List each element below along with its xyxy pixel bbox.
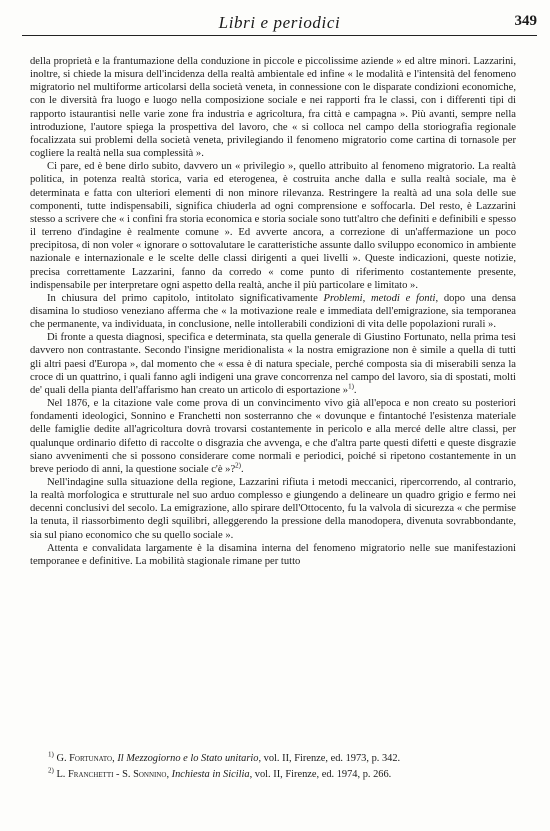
paragraph-2: Ci pare, ed è bene dirlo subito, davvero un « privilegio », quello attribuito al fenomeno migratorio. La realtà politica, in potenza realtà storica, varia ed eterogenea, è costruita anche dalla e sulla realtà sociale, ma è determinata e fatta con ulteriori elementi di non minore rilevanza. Restringere la realtà ad una sola delle sue componenti, tutte indispensabili, significa chiuderla ad ogni comprensione e soffocarla. Del resto, è Lazzarini stesso a scrivere che « i confini fra storia economica e storia sociale sono tutt'altro che definiti e definibili e spesso il terreno d'indagine è realmente comune ». Ed avverte ancora, a correzione di un'affermazione un poco precipitosa, di non voler « ignorare o sottovalutare le caratteristiche assunte dallo sviluppo economico in ambiente nazionale e internazionale e le scelte delle classi dirigenti a quei livelli ». Queste indicazioni, queste notizie, precisa correttamente Lazzarini, fanno da corredo « come punto di riferimento costantemente presente, indispensabile per interpretare ogni aspetto della realtà, anche il più particolare e limitato ». — [30, 161, 516, 291]
running-header — [22, 11, 537, 37]
footnote-2-author: L. Franchetti - S. Sonnino — [56, 769, 167, 780]
footnote-1-title: Il Mezzogiorno e lo Stato unitario — [117, 753, 259, 764]
footnote-ref-1: 1) — [348, 382, 354, 391]
chapter-title-italic: Problemi, metodi e fonti — [323, 292, 436, 304]
body-text — [30, 55, 516, 568]
paragraph-1: della proprietà e la frantumazione della conduzione in piccole e piccolissime aziende » ed altre minori. Lazzarini, inoltre, si chiede la misura dell'incidenza della realtà ambientale ed infine « le modalità e l'intensità del fenomeno migratorio nel multiforme articolarsi della società veneta, in connessione con le disparate condizioni economiche, con le diversità fra luogo e luogo nella composizione sociale e nei rapporti fra le classi, con i differenti tipi di rapporto istaurantisi nelle varie zone fra industria e agricoltura, fra città e campagna ». Più avanti, sempre nella introduzione, l'autore spiega la prospettiva del lavoro, che « si colloca nel campo della storiografia regionale focalizzata sui problemi della società veneta, privilegiando il fenomeno migratorio come cartina di tornasole per cogliere la realtà nella sua complessità ». — [30, 56, 516, 160]
page-number: 349 — [514, 13, 537, 29]
footnote-2: $^{2)}$ L. Franchetti - S. Sonnino, Inchiesta in Sicilia, vol. II, Firenze, ed. 1974, p. 266. — [48, 766, 392, 780]
header-rule — [22, 35, 537, 36]
paragraph-3-text-a: In chiusura del primo capitolo, intitolato significativamente — [47, 292, 324, 304]
paragraph-3 — [30, 292, 516, 331]
footnote-1-marker: 1) — [48, 750, 54, 759]
paragraph-5-text: Nel 1876, e la citazione vale come prova di un convincimento vivo già all'epoca e non creato su posteriori fondamenti ideologici, Sonnino e Franchetti non sosterranno che « dovunque e fintantoché l'esistenza materiale delle famiglie dedite all'agricoltura dovrà trovarsi costantemente in pericolo e alla mercé delle altre classi, per qualunque ordinario difetto di raccolte o disgrazia che avvenga, e che d'altra parte questi difetti e queste disgrazie siano avvenimenti che si possono considerare come normali e periodici, poiché si ripetono costantemente in un breve periodo di anni, la questione sociale c'è »? — [30, 398, 516, 475]
paragraph-3-text-b: , dopo una densa disamina lo studioso veneziano afferma che « la motivazione reale e immediata dell'emigrazione, sia temporanea che permanente, va individuata, in conclusione, nelle intollerabili condizioni di vita delle popolazioni rurali ». — [30, 292, 516, 331]
paragraph-6: Nell'indagine sulla situazione della regione, Lazzarini rifiuta i metodi meccanici, ripercorrendo, al contrario, la realtà morfologica e strutturale nel suo arduo complesso e giungendo a delineare un quadro grigio e fermo nei decenni conclusivi del secolo. La emigrazione, allo spirare dell'Ottocento, fu la valvola di sicurezza « che permise la tenuta, il riassorbimento degli squilibri, alleggerendo la pressione della manodopera, divenuta sovrabbondante, sia sul piano economico che su quello sociale ». — [30, 477, 516, 541]
footnote-2-details: , vol. II, Firenze, ed. 1974, p. 266. — [249, 769, 392, 780]
paragraph-5-end: . — [241, 463, 244, 475]
paragraph-7: Attenta e convalidata largamente è la disamina interna del fenomeno migratorio nelle sue manifestazioni temporanee e definitive. La mobilità stagionale rimane per tutto — [30, 542, 516, 567]
footnote-2-title: Inchiesta in Sicilia — [171, 769, 250, 780]
paragraph-5 — [30, 397, 516, 476]
footnote-1: $^{1)}$ G. Fortunato, Il Mezzogiorno e lo Stato unitario, vol. II, Firenze, ed. 1973, p. 342. — [48, 750, 401, 764]
footnote-1-details: , vol. II, Firenze, ed. 1973, p. 342. — [258, 753, 401, 764]
paragraph-4-end: . — [353, 384, 357, 396]
footnote-ref-2: 2) — [235, 461, 242, 470]
paragraph-4 — [30, 331, 516, 397]
footnote-1-author: G. Fortunato — [56, 753, 113, 764]
running-title: Libri e periodici — [218, 13, 341, 32]
footnotes — [30, 752, 516, 784]
footnote-2-marker: 2) — [48, 766, 54, 775]
paragraph-4-text: Di fronte a questa diagnosi, specifica e determinata, sta quella generale di Giustino Fortunato, nella prima tesi davvero non contrastante. Secondo l'insigne meridionalista « la nostra emigrazione non è simile a quella di tutti gli altri paesi d'Europa », dal momento che « essa è di natura speciale, perché composta sia di miserabili senza la croce di un quattrino, i quali fanno agli indigeni una grave concorrenza nel campo del lavoro, sia di spostati, molti de' quali della pianta dell'affarismo han creato un articolo di esportazione » — [30, 332, 516, 396]
